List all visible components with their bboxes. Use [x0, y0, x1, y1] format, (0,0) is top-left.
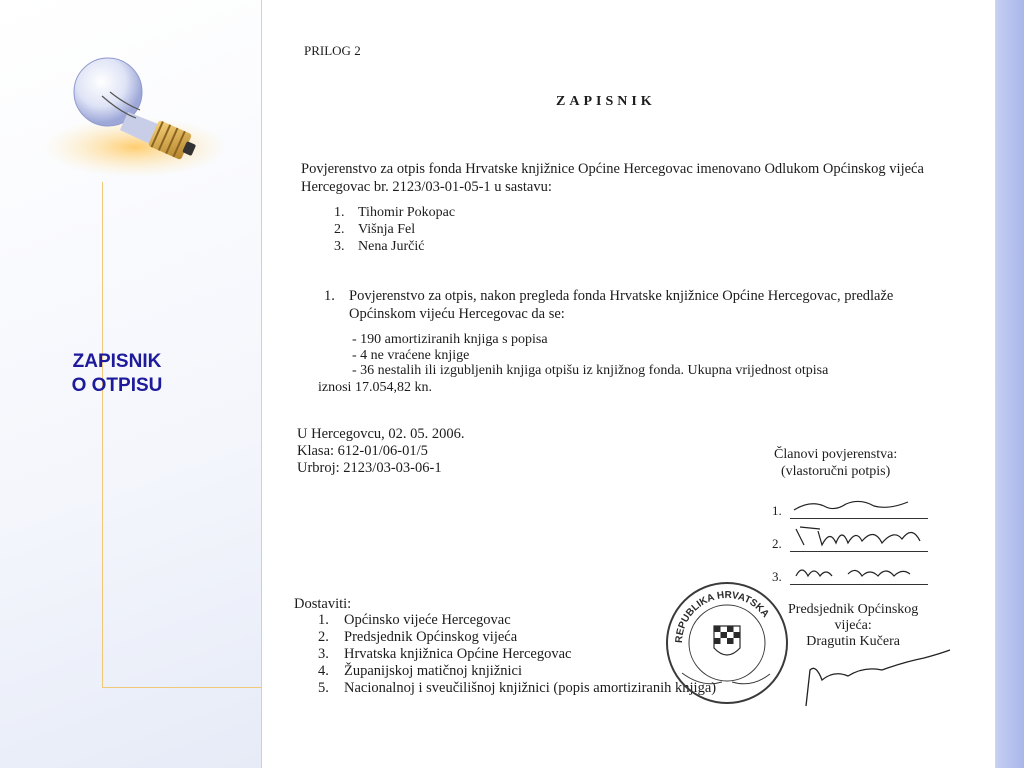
president-name: Dragutin Kučera — [806, 634, 900, 649]
signature-line — [790, 566, 928, 585]
slide-title-line-2: O OTPISU — [71, 375, 163, 396]
list-item: - 36 nestalih ili izgubljenih knjiga otpišu iz knjižnog fonda. Ukupna vrijednost otpisa — [352, 363, 829, 378]
list-item: 2. Predsjednik Općinskog vijeća — [318, 629, 518, 645]
signature-line — [790, 500, 928, 519]
signatures-heading: Članovi povjerenstva: (vlastoručni potpis) — [774, 447, 898, 479]
place-date: U Hercegovcu, 02. 05. 2006. — [297, 426, 465, 442]
president-signature — [794, 640, 954, 710]
handwritten-signature-3 — [790, 560, 928, 584]
list-item: 1. Općinsko vijeće Hercegovac — [318, 612, 511, 628]
klasa: Klasa: 612-01/06-01/5 — [297, 443, 428, 459]
slide-title-line-1: ZAPISNIK — [72, 351, 162, 372]
list-item: 3. Nena Jurčić — [334, 239, 425, 254]
stamp-text: REPUBLIKA HRVATSKA — [673, 589, 771, 644]
urbroj: Urbroj: 2123/03-03-06-1 — [297, 460, 442, 476]
right-accent-strip — [995, 0, 1024, 768]
proposal-text: Povjerenstvo za otpis, nakon pregleda fonda Hrvatske knjižnice Općine Hercegovac, predlaže Općinskom vijeću Hercegovac da se: — [349, 288, 894, 322]
slide-title — [48, 350, 186, 398]
document-edge-line — [261, 0, 262, 768]
distribution-list — [318, 612, 716, 697]
document-title: ZAPISNIK — [556, 94, 656, 109]
intro-paragraph: Povjerenstvo za otpis fonda Hrvatske knjižnice Općine Hercegovac imenovano Odlukom Općinskog vijeća Hercegovac br. 2123/03-01-05-1 u sastavu: — [301, 161, 924, 195]
signature-row: 1. — [772, 486, 928, 519]
proposal-paragraph — [324, 287, 944, 323]
total-value: iznosi 17.054,82 kn. — [318, 380, 432, 395]
list-item: 5. Nacionalnoj i sveučilišnoj knjižnici (popis amortiziranih knjiga) — [318, 680, 717, 696]
decorative-horizontal-line — [102, 687, 262, 688]
handwritten-signature-1 — [790, 496, 928, 518]
president-block: Predsjednik Općinskog vijeća: Dragutin Kučera — [788, 602, 919, 649]
signature-rows — [772, 486, 928, 585]
list-item: - 190 amortiziranih knjiga s popisa — [352, 332, 548, 347]
list-item: 3. Hrvatska knjižnica Općine Hercegovac — [318, 646, 572, 662]
list-item: 2. Višnja Fel — [334, 222, 416, 237]
place-date-block — [297, 426, 465, 477]
official-stamp — [662, 578, 792, 708]
write-off-items — [352, 332, 942, 379]
decorative-vertical-line — [102, 182, 103, 688]
signature-line — [790, 533, 928, 552]
scanned-document — [264, 0, 996, 768]
list-item: 4. Županijskoj matičnoj knjižnici — [318, 663, 522, 679]
list-item: - 4 ne vraćene knjige — [352, 347, 470, 363]
committee-members-list — [334, 205, 455, 256]
signature-row: 3. — [772, 552, 928, 585]
signature-row: 2. — [772, 519, 928, 552]
coat-of-arms-icon — [714, 626, 740, 655]
distribution-heading: Dostaviti: — [294, 596, 352, 612]
list-item: 1. Tihomir Pokopac — [334, 205, 456, 220]
handwritten-signature-2 — [790, 521, 928, 551]
proposal-number: 1. — [324, 288, 335, 304]
appendix-label: PRILOG 2 — [304, 43, 361, 58]
light-bulb-icon — [40, 52, 230, 182]
